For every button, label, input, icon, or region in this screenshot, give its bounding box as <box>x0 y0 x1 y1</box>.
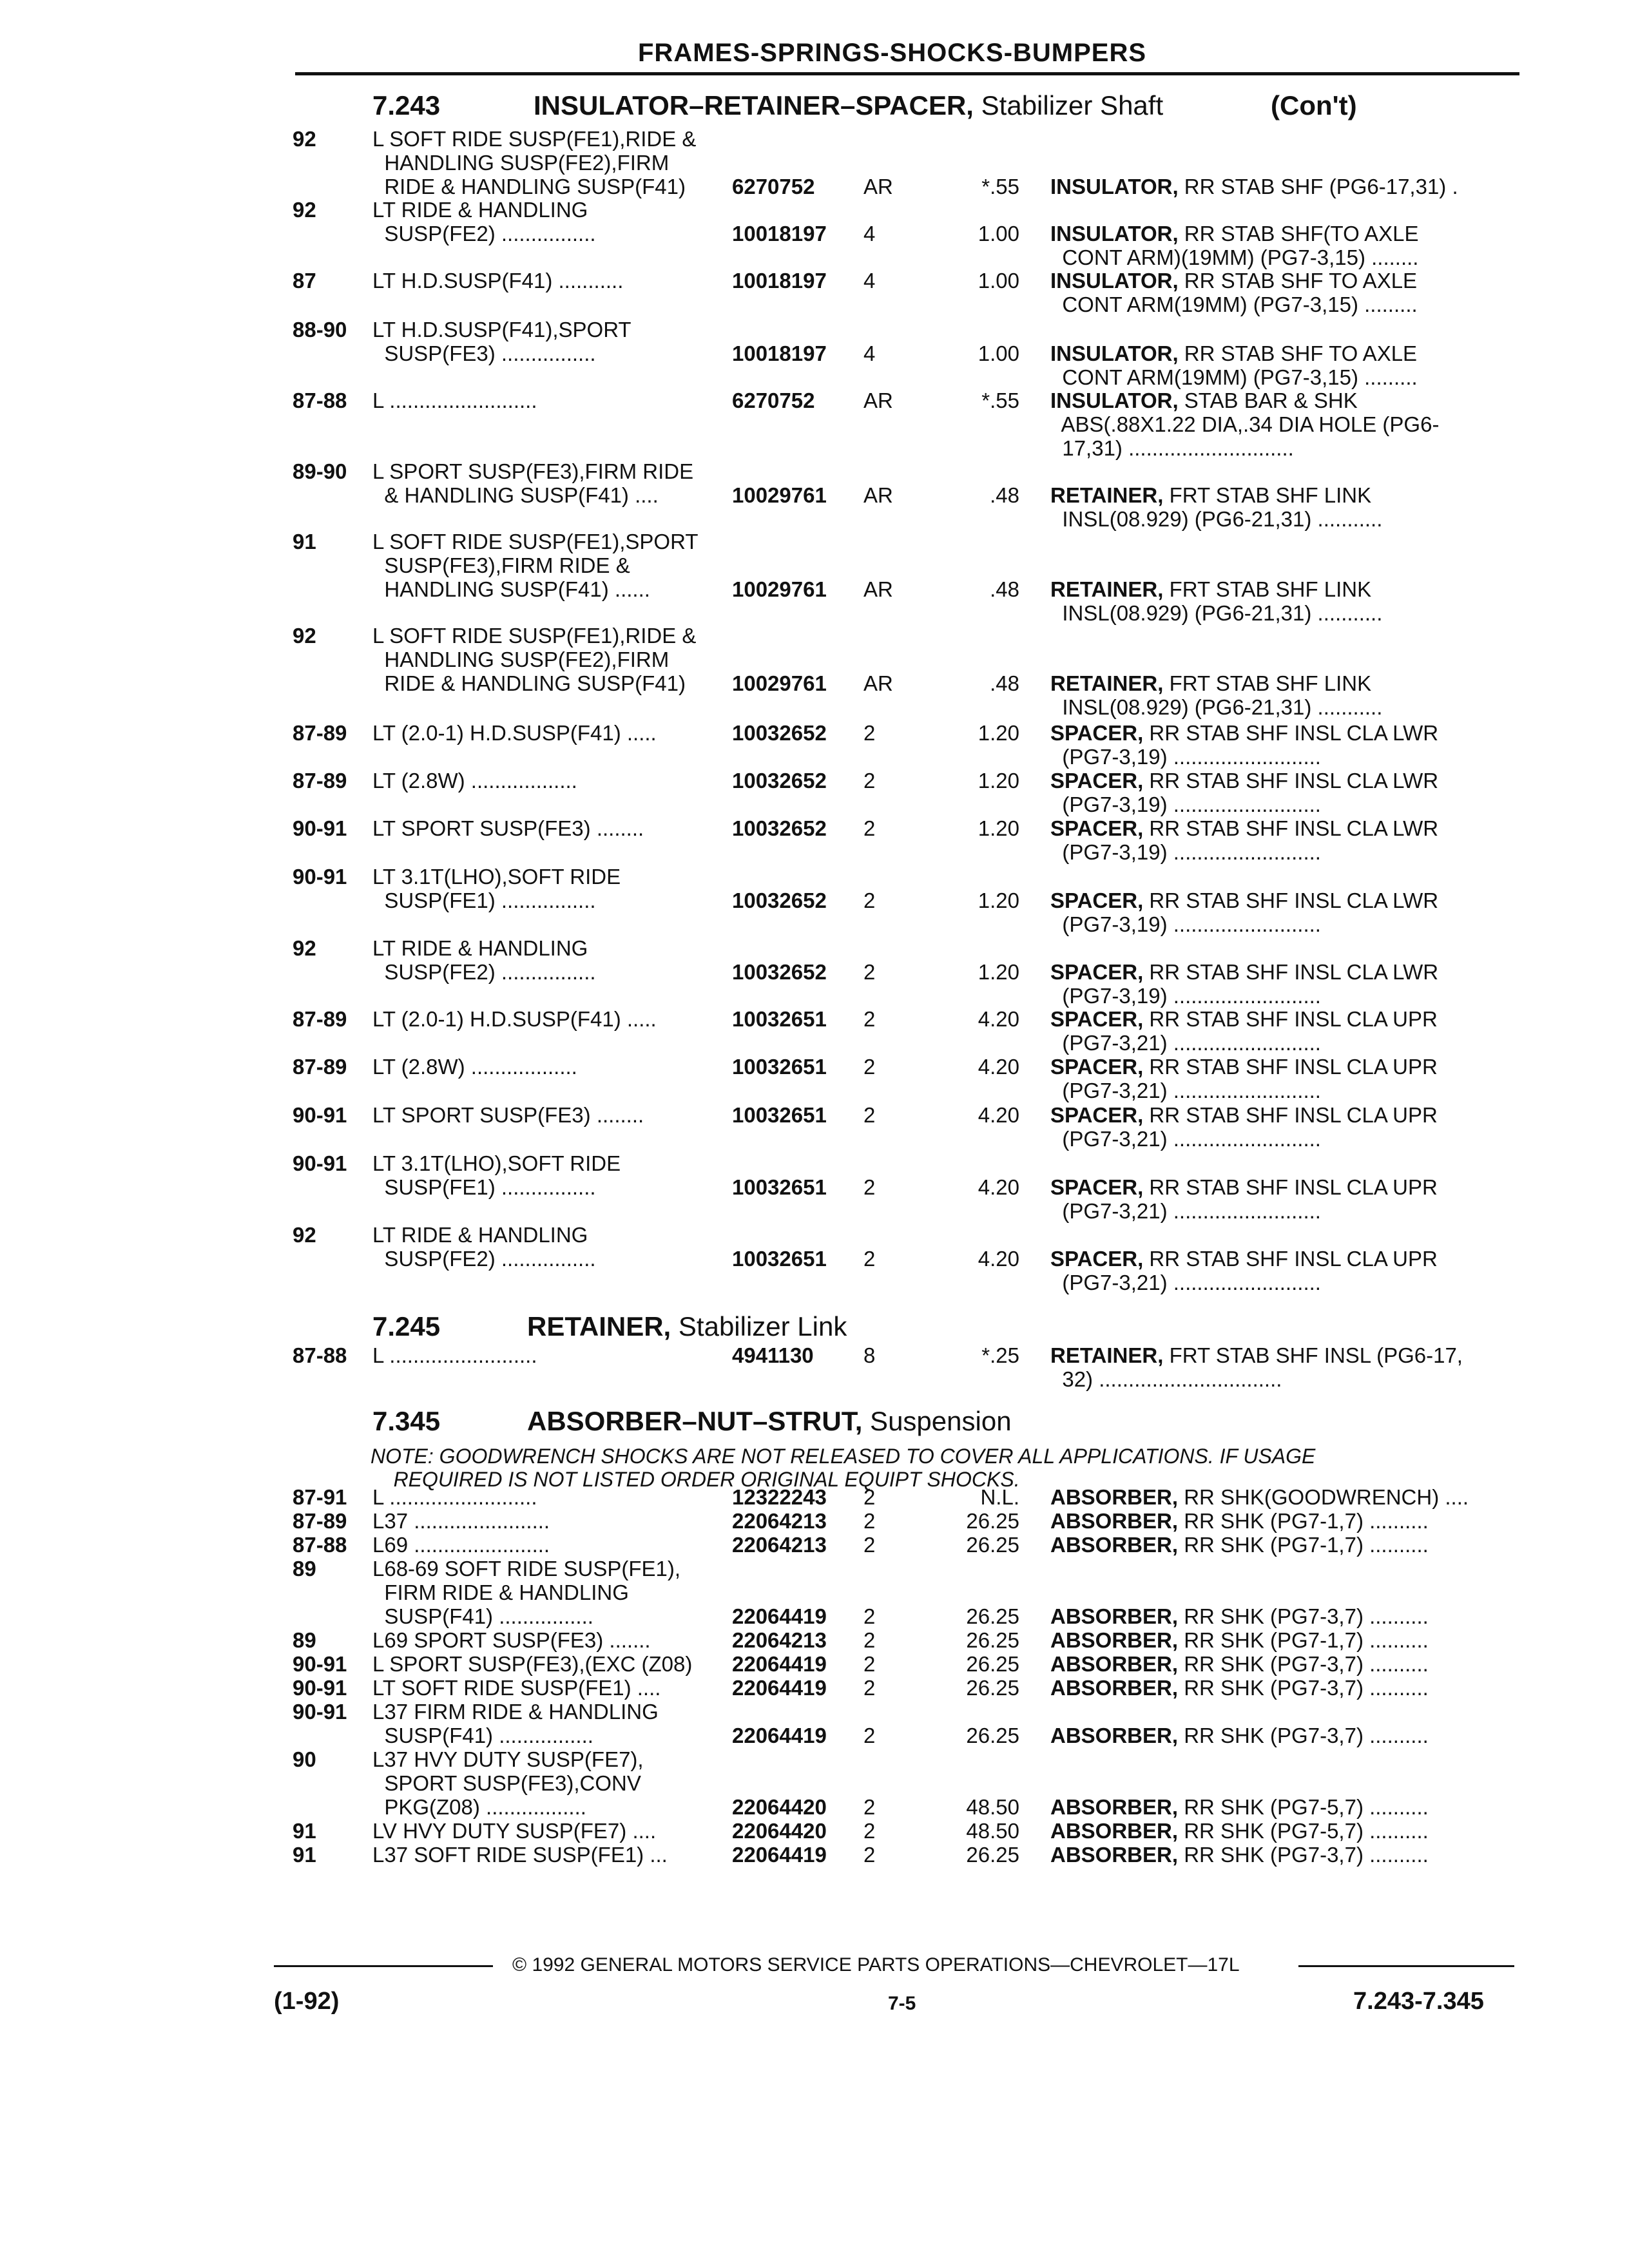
price: .48 <box>990 671 1019 695</box>
part-name <box>1050 1055 1438 1102</box>
usage-description: L69 SPORT SUSP(FE3) ....... <box>372 1628 651 1652</box>
quantity: 2 <box>863 816 876 840</box>
usage-description: LT H.D.SUSP(F41) ........... <box>372 269 624 293</box>
part-number: 22064419 <box>732 1676 827 1700</box>
quantity: 2 <box>863 1533 876 1557</box>
part-number: 10032651 <box>732 1007 827 1031</box>
quantity: 4 <box>863 269 876 293</box>
price: 26.25 <box>966 1676 1019 1700</box>
part-name-detail: FRT STAB SHF LINK INSL(08.929) (PG6-21,31) ........... <box>1062 577 1383 625</box>
part-number: 22064419 <box>732 1604 827 1628</box>
model-year: 87-88 <box>293 1343 347 1367</box>
quantity: 8 <box>863 1343 876 1367</box>
section-title: INSULATOR–RETAINER–SPACER, Stabilizer Shaft <box>534 90 1164 120</box>
part-name <box>1050 1343 1463 1391</box>
part-number: 22064213 <box>732 1533 827 1557</box>
model-year: 87-89 <box>293 1055 347 1079</box>
model-year: 89 <box>293 1628 316 1652</box>
part-name <box>1050 1676 1429 1700</box>
part-name <box>1050 816 1438 864</box>
part-name-bold: SPACER, <box>1050 889 1144 912</box>
part-name-detail: RR SHK (PG7-1,7) .......... <box>1178 1533 1429 1557</box>
model-year: 87-89 <box>293 1007 347 1031</box>
usage-description: LT (2.8W) .................. <box>372 769 577 793</box>
quantity: 2 <box>863 1485 876 1509</box>
usage-description: L37 FIRM RIDE & HANDLING SUSP(F41) ................ <box>372 1700 659 1747</box>
quantity: 2 <box>863 1652 876 1676</box>
price: 4.20 <box>978 1007 1019 1031</box>
price: 26.25 <box>966 1509 1019 1533</box>
price: 1.20 <box>978 960 1019 984</box>
quantity: 4 <box>863 222 876 245</box>
model-year: 90-91 <box>293 1151 347 1175</box>
quantity: 2 <box>863 889 876 912</box>
part-name-bold: ABSORBER, <box>1050 1628 1179 1652</box>
part-name-bold: INSULATOR, <box>1050 269 1179 293</box>
usage-description: L SOFT RIDE SUSP(FE1),RIDE & HANDLING SUSP(FE2),FIRM RIDE & HANDLING SUSP(F41) <box>372 127 697 198</box>
part-number: 22064420 <box>732 1795 827 1819</box>
footer-rule-left <box>274 1965 493 1967</box>
part-name-detail: RR STAB SHF INSL CLA UPR (PG7-3,21) ......................... <box>1062 1103 1438 1151</box>
part-name-detail: RR STAB SHF (PG6-17,31) . <box>1178 175 1458 198</box>
part-name <box>1050 1103 1438 1151</box>
model-year: 92 <box>293 127 316 151</box>
part-name <box>1050 1843 1429 1867</box>
part-number: 10032651 <box>732 1247 827 1271</box>
part-name <box>1050 175 1458 198</box>
model-year: 91 <box>293 1819 316 1843</box>
part-name <box>1050 1007 1438 1055</box>
part-name-detail: RR SHK (PG7-5,7) .......... <box>1178 1819 1429 1843</box>
quantity: 2 <box>863 1247 876 1271</box>
price: 48.50 <box>966 1795 1019 1819</box>
model-year: 90-91 <box>293 865 347 889</box>
part-name <box>1050 341 1418 389</box>
usage-description: LT (2.8W) .................. <box>372 1055 577 1079</box>
price: .48 <box>990 483 1019 507</box>
part-name-detail: RR STAB SHF INSL CLA UPR (PG7-3,21) ......................... <box>1062 1007 1438 1055</box>
part-name-detail: FRT STAB SHF LINK INSL(08.929) (PG6-21,31) ........... <box>1062 671 1383 719</box>
part-name <box>1050 960 1438 1008</box>
part-name-bold: SPACER, <box>1050 721 1144 745</box>
section-number: 7.243 <box>372 90 441 120</box>
quantity: AR <box>863 577 893 601</box>
usage-description: L SOFT RIDE SUSP(FE1),RIDE & HANDLING SUSP(FE2),FIRM RIDE & HANDLING SUSP(F41) <box>372 624 697 695</box>
quantity: 2 <box>863 1103 876 1127</box>
price: 1.20 <box>978 721 1019 745</box>
part-number: 22064213 <box>732 1509 827 1533</box>
quantity: 2 <box>863 1175 876 1199</box>
price: 4.20 <box>978 1175 1019 1199</box>
usage-description: LT RIDE & HANDLING SUSP(FE2) ................ <box>372 1223 596 1271</box>
part-name-bold: ABSORBER, <box>1050 1676 1179 1700</box>
part-name-detail: FRT STAB SHF INSL (PG6-17, 32) ............................... <box>1062 1343 1463 1391</box>
price: 1.00 <box>978 269 1019 293</box>
quantity: 2 <box>863 1055 876 1079</box>
usage-description: LT (2.0-1) H.D.SUSP(F41) ..... <box>372 721 657 745</box>
quantity: 4 <box>863 341 876 365</box>
price: 1.00 <box>978 222 1019 245</box>
part-name-detail: RR STAB SHF INSL CLA UPR (PG7-3,21) ......................... <box>1062 1247 1438 1294</box>
part-number: 10032651 <box>732 1055 827 1079</box>
part-number: 10029761 <box>732 577 827 601</box>
quantity: 2 <box>863 1724 876 1747</box>
usage-description: L SPORT SUSP(FE3),(EXC (Z08) <box>372 1652 693 1676</box>
quantity: 2 <box>863 1628 876 1652</box>
usage-description: L37 SOFT RIDE SUSP(FE1) ... <box>372 1843 668 1867</box>
section-range: 7.243-7.345 <box>1353 1988 1484 2015</box>
part-name-bold: SPACER, <box>1050 1103 1144 1127</box>
model-year: 92 <box>293 936 316 960</box>
quantity: 2 <box>863 769 876 793</box>
part-name <box>1050 889 1438 936</box>
model-year: 87-88 <box>293 1533 347 1557</box>
part-name-detail: RR STAB SHF INSL CLA LWR (PG7-3,19) ......................... <box>1062 960 1439 1008</box>
price: 4.20 <box>978 1103 1019 1127</box>
footer-rule-right <box>1298 1965 1514 1967</box>
model-year: 90-91 <box>293 816 347 840</box>
part-number: 6270752 <box>732 389 815 412</box>
part-name-bold: ABSORBER, <box>1050 1843 1179 1867</box>
part-name-bold: INSULATOR, <box>1050 175 1179 198</box>
footer-date: (1-92) <box>274 1988 340 2015</box>
part-number: 22064420 <box>732 1819 827 1843</box>
part-name-bold: SPACER, <box>1050 1175 1144 1199</box>
part-number: 10029761 <box>732 671 827 695</box>
part-name <box>1050 577 1382 625</box>
part-name-bold: SPACER, <box>1050 816 1144 840</box>
part-name <box>1050 1819 1429 1843</box>
part-name-detail: RR SHK (PG7-3,7) .......... <box>1178 1676 1429 1700</box>
quantity: 2 <box>863 1795 876 1819</box>
model-year: 90-91 <box>293 1700 347 1724</box>
part-name <box>1050 1628 1429 1652</box>
part-name <box>1050 389 1439 460</box>
part-name-bold: RETAINER, <box>1050 1343 1164 1367</box>
model-year: 89 <box>293 1557 316 1581</box>
part-number: 10018197 <box>732 222 827 245</box>
part-name-bold: ABSORBER, <box>1050 1604 1179 1628</box>
part-name <box>1050 1652 1429 1676</box>
quantity: 2 <box>863 1604 876 1628</box>
section-number: 7.245 <box>372 1311 441 1341</box>
quantity: 2 <box>863 721 876 745</box>
model-year: 88-90 <box>293 318 347 341</box>
part-name-detail: RR SHK (PG7-5,7) .......... <box>1178 1795 1429 1819</box>
part-name-bold: ABSORBER, <box>1050 1795 1179 1819</box>
part-number: 10032651 <box>732 1175 827 1199</box>
usage-description: LT RIDE & HANDLING SUSP(FE2) ................ <box>372 198 596 245</box>
page-header: FRAMES-SPRINGS-SHOCKS-BUMPERS <box>638 39 1147 67</box>
part-name-bold: SPACER, <box>1050 960 1144 984</box>
part-name <box>1050 721 1438 769</box>
part-name-detail: RR STAB SHF INSL CLA LWR (PG7-3,19) ......................... <box>1062 721 1439 769</box>
quantity: AR <box>863 389 893 412</box>
part-name-bold: SPACER, <box>1050 769 1144 793</box>
usage-description: L SPORT SUSP(FE3),FIRM RIDE & HANDLING SUSP(F41) .... <box>372 459 694 507</box>
part-number: 22064419 <box>732 1652 827 1676</box>
part-name <box>1050 1533 1429 1557</box>
part-name <box>1050 1724 1429 1747</box>
part-name <box>1050 269 1418 316</box>
usage-description: LT 3.1T(LHO),SOFT RIDE SUSP(FE1) ................ <box>372 865 621 912</box>
model-year: 87-89 <box>293 721 347 745</box>
part-name-bold: RETAINER, <box>1050 483 1164 507</box>
usage-description: LT SOFT RIDE SUSP(FE1) .... <box>372 1676 661 1700</box>
part-number: 10032652 <box>732 721 827 745</box>
quantity: 2 <box>863 1843 876 1867</box>
part-name-bold: RETAINER, <box>1050 577 1164 601</box>
price: 1.00 <box>978 341 1019 365</box>
usage-description: L ......................... <box>372 389 537 412</box>
model-year: 87-89 <box>293 1509 347 1533</box>
usage-description: L ......................... <box>372 1485 537 1509</box>
part-name-detail: RR STAB SHF INSL CLA LWR (PG7-3,19) ......................... <box>1062 889 1439 936</box>
model-year: 90-91 <box>293 1676 347 1700</box>
price: 26.25 <box>966 1843 1019 1867</box>
quantity: 2 <box>863 1007 876 1031</box>
model-year: 90 <box>293 1747 316 1771</box>
price: N.L. <box>980 1485 1019 1509</box>
page-number: 7-5 <box>888 1993 916 2014</box>
part-name-detail: RR STAB SHF INSL CLA LWR (PG7-3,19) ......................... <box>1062 816 1439 864</box>
price: 26.25 <box>966 1604 1019 1628</box>
model-year: 87-91 <box>293 1485 347 1509</box>
quantity: AR <box>863 671 893 695</box>
usage-description: LT 3.1T(LHO),SOFT RIDE SUSP(FE1) ................ <box>372 1151 621 1199</box>
quantity: 2 <box>863 1509 876 1533</box>
part-name-detail: RR SHK(GOODWRENCH) .... <box>1178 1485 1469 1509</box>
section-title: RETAINER, Stabilizer Link <box>527 1311 847 1341</box>
part-number: 22064419 <box>732 1843 827 1867</box>
header-rule <box>295 72 1519 75</box>
copyright: © 1992 GENERAL MOTORS SERVICE PARTS OPERATIONS—CHEVROLET—17L <box>512 1954 1240 1975</box>
usage-description: LV HVY DUTY SUSP(FE7) .... <box>372 1819 657 1843</box>
part-name-bold: RETAINER, <box>1050 671 1164 695</box>
part-name <box>1050 1175 1438 1223</box>
part-number: 12322243 <box>732 1485 827 1509</box>
price: *.25 <box>981 1343 1019 1367</box>
model-year: 90-91 <box>293 1103 347 1127</box>
section-suffix: (Con't) <box>1271 90 1357 120</box>
part-name-bold: ABSORBER, <box>1050 1724 1179 1747</box>
part-number: 10032651 <box>732 1103 827 1127</box>
part-number: 10018197 <box>732 341 827 365</box>
model-year: 89-90 <box>293 459 347 483</box>
quantity: 2 <box>863 1819 876 1843</box>
model-year: 92 <box>293 624 316 648</box>
price: 4.20 <box>978 1247 1019 1271</box>
price: *.55 <box>981 175 1019 198</box>
part-number: 10032652 <box>732 816 827 840</box>
usage-description: LT H.D.SUSP(F41),SPORT SUSP(FE3) ................ <box>372 318 631 365</box>
part-name <box>1050 483 1382 531</box>
part-name <box>1050 671 1382 719</box>
part-name-bold: ABSORBER, <box>1050 1819 1179 1843</box>
price: 26.25 <box>966 1628 1019 1652</box>
model-year: 90-91 <box>293 1652 347 1676</box>
part-number: 10032652 <box>732 960 827 984</box>
model-year: 87-88 <box>293 389 347 412</box>
section-title: ABSORBER–NUT–STRUT, Suspension <box>527 1406 1012 1436</box>
part-name <box>1050 222 1419 269</box>
part-name-detail: RR SHK (PG7-3,7) .......... <box>1178 1843 1429 1867</box>
part-number: 4941130 <box>732 1343 814 1367</box>
usage-description: L69 ....................... <box>372 1533 550 1557</box>
usage-description: LT SPORT SUSP(FE3) ........ <box>372 1103 644 1127</box>
model-year: 92 <box>293 198 316 222</box>
usage-description: L ......................... <box>372 1343 537 1367</box>
usage-description: LT (2.0-1) H.D.SUSP(F41) ..... <box>372 1007 657 1031</box>
part-name-detail: RR STAB SHF INSL CLA LWR (PG7-3,19) ......................... <box>1062 769 1439 816</box>
price: 1.20 <box>978 769 1019 793</box>
part-name-bold: INSULATOR, <box>1050 341 1179 365</box>
part-number: 10032652 <box>732 769 827 793</box>
part-name-bold: SPACER, <box>1050 1007 1144 1031</box>
usage-description: L37 ....................... <box>372 1509 550 1533</box>
part-name-bold: ABSORBER, <box>1050 1485 1179 1509</box>
quantity: AR <box>863 175 893 198</box>
part-name <box>1050 1485 1469 1509</box>
part-name-detail: RR STAB SHF TO AXLE CONT ARM(19MM) (PG7-3,15) ......... <box>1062 269 1418 316</box>
usage-description: LT SPORT SUSP(FE3) ........ <box>372 816 644 840</box>
part-number: 22064213 <box>732 1628 827 1652</box>
quantity: 2 <box>863 1676 876 1700</box>
part-number: 10032652 <box>732 889 827 912</box>
price: 1.20 <box>978 816 1019 840</box>
part-name-detail: RR STAB SHF INSL CLA UPR (PG7-3,21) ......................... <box>1062 1055 1438 1102</box>
part-name-detail: RR STAB SHF(TO AXLE CONT ARM)(19MM) (PG7-3,15) ........ <box>1062 222 1419 269</box>
part-name <box>1050 1509 1429 1533</box>
part-number: 10029761 <box>732 483 827 507</box>
part-name-bold: ABSORBER, <box>1050 1652 1179 1676</box>
part-name-detail: RR SHK (PG7-1,7) .......... <box>1178 1509 1429 1533</box>
part-name-bold: SPACER, <box>1050 1247 1144 1271</box>
model-year: 91 <box>293 1843 316 1867</box>
part-name-detail: STAB BAR & SHK ABS(.88X1.22 DIA,.34 DIA HOLE (PG6- 17,31) ............................ <box>1061 389 1440 460</box>
goodwrench-note: NOTE: GOODWRENCH SHOCKS ARE NOT RELEASED TO COVER ALL APPLICATIONS. IF USAGE REQUIRED IS NOT LISTED ORDER ORIGINAL EQUIPT SHOCKS. <box>371 1445 1316 1491</box>
price: 1.20 <box>978 889 1019 912</box>
quantity: 2 <box>863 960 876 984</box>
part-name-detail: RR SHK (PG7-3,7) .......... <box>1178 1652 1429 1676</box>
model-year: 91 <box>293 530 316 553</box>
section-number: 7.345 <box>372 1406 441 1436</box>
price: *.55 <box>981 389 1019 412</box>
quantity: AR <box>863 483 893 507</box>
part-number: 10018197 <box>732 269 827 293</box>
part-number: 6270752 <box>732 175 815 198</box>
part-name-bold: ABSORBER, <box>1050 1509 1179 1533</box>
usage-description: L SOFT RIDE SUSP(FE1),SPORT SUSP(FE3),FIRM RIDE & HANDLING SUSP(F41) ...... <box>372 530 699 601</box>
part-name-bold: INSULATOR, <box>1050 389 1179 412</box>
part-name-detail: FRT STAB SHF LINK INSL(08.929) (PG6-21,31) ........... <box>1062 483 1383 531</box>
price: 4.20 <box>978 1055 1019 1079</box>
price: .48 <box>990 577 1019 601</box>
part-name-detail: RR SHK (PG7-3,7) .......... <box>1178 1724 1429 1747</box>
part-name-detail: RR STAB SHF TO AXLE CONT ARM(19MM) (PG7-3,15) ......... <box>1062 341 1418 389</box>
price: 48.50 <box>966 1819 1019 1843</box>
part-name <box>1050 1795 1429 1819</box>
part-name-bold: ABSORBER, <box>1050 1533 1179 1557</box>
price: 26.25 <box>966 1724 1019 1747</box>
usage-description: L37 HVY DUTY SUSP(FE7), SPORT SUSP(FE3),CONV PKG(Z08) ................. <box>372 1747 644 1819</box>
part-name-detail: RR STAB SHF INSL CLA UPR (PG7-3,21) ......................... <box>1062 1175 1438 1223</box>
usage-description: LT RIDE & HANDLING SUSP(FE2) ................ <box>372 936 596 984</box>
usage-description: L68-69 SOFT RIDE SUSP(FE1), FIRM RIDE & HANDLING SUSP(F41) ................ <box>372 1557 681 1628</box>
part-name <box>1050 1604 1429 1628</box>
part-name-bold: INSULATOR, <box>1050 222 1179 245</box>
model-year: 87-89 <box>293 769 347 793</box>
part-number: 22064419 <box>732 1724 827 1747</box>
model-year: 92 <box>293 1223 316 1247</box>
part-name <box>1050 1247 1438 1294</box>
model-year: 87 <box>293 269 316 293</box>
part-name-detail: RR SHK (PG7-3,7) .......... <box>1178 1604 1429 1628</box>
price: 26.25 <box>966 1533 1019 1557</box>
part-name-bold: SPACER, <box>1050 1055 1144 1079</box>
part-name <box>1050 769 1438 816</box>
part-name-detail: RR SHK (PG7-1,7) .......... <box>1178 1628 1429 1652</box>
price: 26.25 <box>966 1652 1019 1676</box>
